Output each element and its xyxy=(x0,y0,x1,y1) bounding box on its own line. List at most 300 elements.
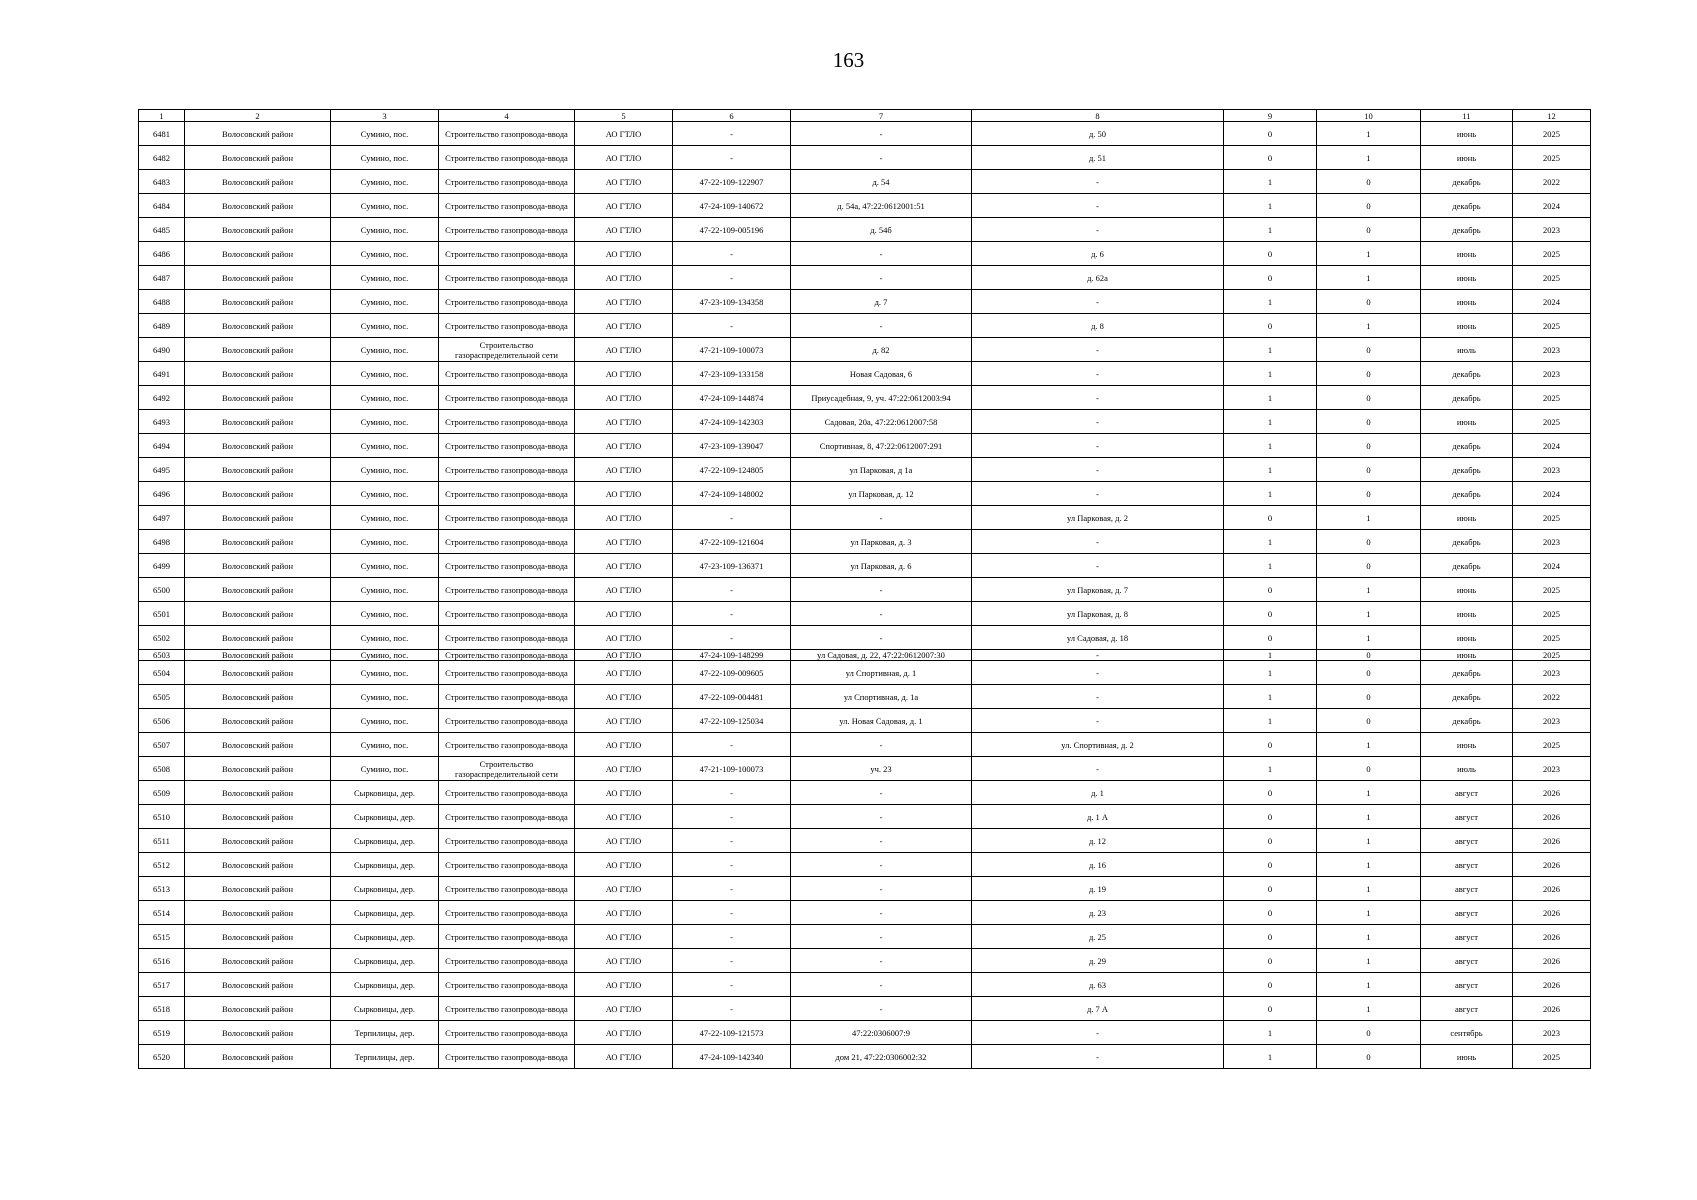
table-cell: д. 19 xyxy=(972,877,1224,901)
table-cell: Волосовский район xyxy=(185,733,331,757)
table-cell: Волосовский район xyxy=(185,506,331,530)
table-cell: август xyxy=(1421,853,1513,877)
table-cell: 6501 xyxy=(139,602,185,626)
table-cell: 0 xyxy=(1224,266,1317,290)
table-cell: 2022 xyxy=(1513,685,1591,709)
table-cell: июнь xyxy=(1421,122,1513,146)
table-cell: Волосовский район xyxy=(185,362,331,386)
table-cell: 6505 xyxy=(139,685,185,709)
table-cell: 6503 xyxy=(139,650,185,661)
table-cell: - xyxy=(673,266,791,290)
table-cell: 0 xyxy=(1317,1045,1421,1069)
table-cell: 47-23-109-139047 xyxy=(673,434,791,458)
table-cell: 47-24-109-144874 xyxy=(673,386,791,410)
table-cell: декабрь xyxy=(1421,218,1513,242)
table-cell: АО ГТЛО xyxy=(575,482,673,506)
table-row xyxy=(139,242,1591,266)
table-cell: - xyxy=(972,530,1224,554)
table-cell: Волосовский район xyxy=(185,122,331,146)
table-cell: уч. 23 xyxy=(791,757,972,781)
table-cell: 2022 xyxy=(1513,170,1591,194)
table-cell: АО ГТЛО xyxy=(575,362,673,386)
table-cell: июнь xyxy=(1421,266,1513,290)
table-cell: АО ГТЛО xyxy=(575,901,673,925)
table-cell: - xyxy=(791,901,972,925)
table-cell: - xyxy=(673,314,791,338)
table-cell: 1 xyxy=(1224,362,1317,386)
table-cell: - xyxy=(791,853,972,877)
table-cell: Волосовский район xyxy=(185,973,331,997)
table-row xyxy=(139,661,1591,685)
table-cell: АО ГТЛО xyxy=(575,709,673,733)
table-cell: - xyxy=(673,781,791,805)
table-cell: Строительство газопровода-ввода xyxy=(439,901,575,925)
table-cell: Волосовский район xyxy=(185,997,331,1021)
table-cell: АО ГТЛО xyxy=(575,434,673,458)
table-cell: - xyxy=(791,578,972,602)
table-cell: 1 xyxy=(1224,218,1317,242)
table-cell: - xyxy=(791,781,972,805)
table-cell: Волосовский район xyxy=(185,194,331,218)
table-cell: 2023 xyxy=(1513,338,1591,362)
table-cell: - xyxy=(791,146,972,170)
table-cell: 1 xyxy=(1224,757,1317,781)
table-cell: июнь xyxy=(1421,314,1513,338)
table-cell: 2026 xyxy=(1513,829,1591,853)
table-cell: 6517 xyxy=(139,973,185,997)
table-cell: 1 xyxy=(1317,997,1421,1021)
table-cell: д. 82 xyxy=(791,338,972,362)
column-header-3: 3 xyxy=(331,110,439,122)
table-cell: 47-24-109-142303 xyxy=(673,410,791,434)
table-cell: 2026 xyxy=(1513,877,1591,901)
table-cell: Сырковицы, дер. xyxy=(331,973,439,997)
table-cell: 6487 xyxy=(139,266,185,290)
table-cell: Сумино, пос. xyxy=(331,650,439,661)
table-cell: декабрь xyxy=(1421,661,1513,685)
table-cell: 6518 xyxy=(139,997,185,1021)
table-row xyxy=(139,877,1591,901)
table-cell: 0 xyxy=(1317,757,1421,781)
table-cell: 6497 xyxy=(139,506,185,530)
table-cell: 2026 xyxy=(1513,781,1591,805)
table-cell: 1 xyxy=(1224,482,1317,506)
table-cell: 47-23-109-136371 xyxy=(673,554,791,578)
table-cell: - xyxy=(791,973,972,997)
table-cell: 6486 xyxy=(139,242,185,266)
table-cell: Строительство газопровода-ввода xyxy=(439,997,575,1021)
table-row xyxy=(139,386,1591,410)
table-cell: - xyxy=(972,1045,1224,1069)
table-cell: АО ГТЛО xyxy=(575,242,673,266)
table-cell: 1 xyxy=(1317,805,1421,829)
table-cell: Волосовский район xyxy=(185,314,331,338)
table-cell: д. 1 xyxy=(972,781,1224,805)
table-row xyxy=(139,997,1591,1021)
table-cell: АО ГТЛО xyxy=(575,122,673,146)
table-cell: ул Парковая, д. 2 xyxy=(972,506,1224,530)
table-cell: - xyxy=(791,266,972,290)
table-cell: Сумино, пос. xyxy=(331,482,439,506)
table-cell: - xyxy=(791,506,972,530)
table-row xyxy=(139,482,1591,506)
table-cell: 0 xyxy=(1224,626,1317,650)
table-row xyxy=(139,925,1591,949)
column-header-8: 8 xyxy=(972,110,1224,122)
table-cell: Строительство газопровода-ввода xyxy=(439,602,575,626)
table-cell: - xyxy=(972,661,1224,685)
table-cell: АО ГТЛО xyxy=(575,685,673,709)
table-cell: 6511 xyxy=(139,829,185,853)
table-cell: Терпилицы, дер. xyxy=(331,1045,439,1069)
table-cell: 47-22-109-121604 xyxy=(673,530,791,554)
table-cell: Строительство газопровода-ввода xyxy=(439,194,575,218)
table-cell: АО ГТЛО xyxy=(575,829,673,853)
table-cell: Приусадебная, 9, уч. 47:22:0612003:94 xyxy=(791,386,972,410)
table-cell: ул. Спортивная, д. 2 xyxy=(972,733,1224,757)
table-cell: 1 xyxy=(1317,853,1421,877)
table-cell: декабрь xyxy=(1421,685,1513,709)
table-cell: август xyxy=(1421,925,1513,949)
table-cell: - xyxy=(673,973,791,997)
table-cell: Сумино, пос. xyxy=(331,314,439,338)
table-cell: Сумино, пос. xyxy=(331,266,439,290)
table-cell: Строительство газопровода-ввода xyxy=(439,122,575,146)
table-cell: Сумино, пос. xyxy=(331,506,439,530)
table-row xyxy=(139,853,1591,877)
table-cell: 0 xyxy=(1224,781,1317,805)
table-cell: 2025 xyxy=(1513,578,1591,602)
table-cell: - xyxy=(791,829,972,853)
table-row xyxy=(139,973,1591,997)
table-cell: - xyxy=(972,290,1224,314)
table-cell: 47-22-109-004481 xyxy=(673,685,791,709)
table-cell: 2024 xyxy=(1513,290,1591,314)
table-cell: август xyxy=(1421,781,1513,805)
table-cell: 6483 xyxy=(139,170,185,194)
table-cell: 0 xyxy=(1224,242,1317,266)
table-cell: декабрь xyxy=(1421,194,1513,218)
table-cell: Сумино, пос. xyxy=(331,733,439,757)
table-cell: 0 xyxy=(1224,733,1317,757)
table-row xyxy=(139,805,1591,829)
table-cell: д. 16 xyxy=(972,853,1224,877)
table-cell: 1 xyxy=(1317,925,1421,949)
table-cell: 0 xyxy=(1224,578,1317,602)
table-cell: 0 xyxy=(1224,949,1317,973)
table-row xyxy=(139,781,1591,805)
table-cell: Сумино, пос. xyxy=(331,122,439,146)
table-row xyxy=(139,170,1591,194)
table-cell: - xyxy=(673,733,791,757)
table-cell: АО ГТЛО xyxy=(575,218,673,242)
column-header-11: 11 xyxy=(1421,110,1513,122)
table-cell: 1 xyxy=(1317,877,1421,901)
table-cell: 6489 xyxy=(139,314,185,338)
table-cell: Волосовский район xyxy=(185,949,331,973)
table-cell: 1 xyxy=(1224,386,1317,410)
table-cell: август xyxy=(1421,805,1513,829)
table-cell: Сырковицы, дер. xyxy=(331,805,439,829)
table-cell: 1 xyxy=(1317,242,1421,266)
table-cell: 6493 xyxy=(139,410,185,434)
table-cell: Сырковицы, дер. xyxy=(331,925,439,949)
table-cell: Волосовский район xyxy=(185,458,331,482)
table-cell: Строительство газораспределительной сети xyxy=(439,757,575,781)
table-cell: Сумино, пос. xyxy=(331,434,439,458)
table-cell: 0 xyxy=(1224,973,1317,997)
table-cell: Строительство газопровода-ввода xyxy=(439,266,575,290)
table-cell: 1 xyxy=(1224,338,1317,362)
table-cell: 6504 xyxy=(139,661,185,685)
table-cell: 0 xyxy=(1317,170,1421,194)
page-number: 163 xyxy=(832,48,865,72)
table-cell: Волосовский район xyxy=(185,709,331,733)
table-cell: 2025 xyxy=(1513,146,1591,170)
table-cell: АО ГТЛО xyxy=(575,877,673,901)
table-cell: АО ГТЛО xyxy=(575,1021,673,1045)
table-cell: 0 xyxy=(1317,386,1421,410)
table-cell: - xyxy=(972,458,1224,482)
table-cell: Строительство газопровода-ввода xyxy=(439,626,575,650)
table-cell: д. 50 xyxy=(972,122,1224,146)
table-cell: Волосовский район xyxy=(185,482,331,506)
table-cell: 1 xyxy=(1224,194,1317,218)
table-cell: 2026 xyxy=(1513,853,1591,877)
table-cell: Садовая, 20а, 47:22:0612007:58 xyxy=(791,410,972,434)
table-cell: д. 29 xyxy=(972,949,1224,973)
table-cell: АО ГТЛО xyxy=(575,266,673,290)
table-cell: Волосовский район xyxy=(185,338,331,362)
table-cell: Строительство газопровода-ввода xyxy=(439,434,575,458)
table-row xyxy=(139,218,1591,242)
table-cell: - xyxy=(972,650,1224,661)
table-cell: 47:22:0306007:9 xyxy=(791,1021,972,1045)
table-cell: 0 xyxy=(1317,338,1421,362)
table-cell: д. 6 xyxy=(972,242,1224,266)
table-cell: 6488 xyxy=(139,290,185,314)
table-cell: д. 62а xyxy=(972,266,1224,290)
table-cell: 0 xyxy=(1224,506,1317,530)
table-row xyxy=(139,146,1591,170)
column-header-4: 4 xyxy=(439,110,575,122)
table-cell: - xyxy=(673,853,791,877)
table-cell: 6500 xyxy=(139,578,185,602)
table-body xyxy=(139,122,1591,1069)
table-cell: - xyxy=(791,805,972,829)
table-cell: 2026 xyxy=(1513,805,1591,829)
table-cell: 2026 xyxy=(1513,949,1591,973)
table-cell: Волосовский район xyxy=(185,170,331,194)
table-cell: Сырковицы, дер. xyxy=(331,781,439,805)
table-cell: Волосовский район xyxy=(185,578,331,602)
table-cell: 1 xyxy=(1317,578,1421,602)
table-cell: ул Парковая, д. 7 xyxy=(972,578,1224,602)
table-cell: Волосовский район xyxy=(185,685,331,709)
table-cell: - xyxy=(673,997,791,1021)
table-cell: 2023 xyxy=(1513,362,1591,386)
column-header-10: 10 xyxy=(1317,110,1421,122)
table-cell: Сумино, пос. xyxy=(331,194,439,218)
table-cell: 6513 xyxy=(139,877,185,901)
table-cell: Строительство газопровода-ввода xyxy=(439,458,575,482)
table-cell: АО ГТЛО xyxy=(575,410,673,434)
table-cell: Сумино, пос. xyxy=(331,338,439,362)
table-cell: Сумино, пос. xyxy=(331,602,439,626)
table-cell: Сумино, пос. xyxy=(331,626,439,650)
table-cell: 6491 xyxy=(139,362,185,386)
table-cell: 47-22-109-009605 xyxy=(673,661,791,685)
table-cell: 2026 xyxy=(1513,997,1591,1021)
table-cell: 2025 xyxy=(1513,122,1591,146)
column-header-5: 5 xyxy=(575,110,673,122)
table-row xyxy=(139,1021,1591,1045)
table-cell: Сумино, пос. xyxy=(331,146,439,170)
table-cell: Строительство газопровода-ввода xyxy=(439,530,575,554)
table-cell: АО ГТЛО xyxy=(575,554,673,578)
table-cell: - xyxy=(972,434,1224,458)
column-header-9: 9 xyxy=(1224,110,1317,122)
table-cell: ул Парковая, д. 3 xyxy=(791,530,972,554)
table-cell: ул Спортивная, д. 1 xyxy=(791,661,972,685)
table-cell: АО ГТЛО xyxy=(575,781,673,805)
register-table xyxy=(138,109,1591,1069)
table-cell: Волосовский район xyxy=(185,434,331,458)
table-cell: 6498 xyxy=(139,530,185,554)
table-cell: сентябрь xyxy=(1421,1021,1513,1045)
table-cell: 2025 xyxy=(1513,386,1591,410)
table-row xyxy=(139,757,1591,781)
table-row xyxy=(139,554,1591,578)
table-cell: 47-21-109-100073 xyxy=(673,757,791,781)
table-cell: АО ГТЛО xyxy=(575,973,673,997)
table-cell: 2026 xyxy=(1513,901,1591,925)
table-cell: 2025 xyxy=(1513,314,1591,338)
table-cell: - xyxy=(673,949,791,973)
table-cell: Волосовский район xyxy=(185,410,331,434)
table-cell: декабрь xyxy=(1421,709,1513,733)
table-cell: 1 xyxy=(1224,290,1317,314)
table-cell: Сырковицы, дер. xyxy=(331,829,439,853)
table-cell: декабрь xyxy=(1421,170,1513,194)
table-cell: 1 xyxy=(1224,554,1317,578)
table-cell: 2024 xyxy=(1513,194,1591,218)
table-cell: 2023 xyxy=(1513,530,1591,554)
table-cell: 1 xyxy=(1317,949,1421,973)
table-cell: - xyxy=(791,925,972,949)
table-cell: 2023 xyxy=(1513,1021,1591,1045)
table-cell: 0 xyxy=(1224,925,1317,949)
table-cell: 2023 xyxy=(1513,218,1591,242)
table-cell: 2025 xyxy=(1513,650,1591,661)
table-cell: Строительство газопровода-ввода xyxy=(439,805,575,829)
column-header-12: 12 xyxy=(1513,110,1591,122)
table-cell: Волосовский район xyxy=(185,805,331,829)
table-row xyxy=(139,901,1591,925)
table-row xyxy=(139,290,1591,314)
table-cell: 2024 xyxy=(1513,434,1591,458)
table-cell: 6510 xyxy=(139,805,185,829)
table-cell: Новая Садовая, 6 xyxy=(791,362,972,386)
table-cell: 1 xyxy=(1317,973,1421,997)
table-cell: Сумино, пос. xyxy=(331,530,439,554)
table-cell: - xyxy=(673,901,791,925)
table-cell: 0 xyxy=(1317,530,1421,554)
table-cell: АО ГТЛО xyxy=(575,853,673,877)
table-cell: - xyxy=(791,314,972,338)
table-cell: Волосовский район xyxy=(185,829,331,853)
table-cell: 0 xyxy=(1317,194,1421,218)
table-cell: 0 xyxy=(1224,877,1317,901)
table-cell: - xyxy=(972,482,1224,506)
table-cell: 1 xyxy=(1317,781,1421,805)
table-cell: дом 21, 47:22:0306002:32 xyxy=(791,1045,972,1069)
table-row xyxy=(139,458,1591,482)
table-row xyxy=(139,578,1591,602)
table-cell: АО ГТЛО xyxy=(575,146,673,170)
table-cell: 1 xyxy=(1317,901,1421,925)
table-cell: 47-24-109-142340 xyxy=(673,1045,791,1069)
table-cell: 47-24-109-148299 xyxy=(673,650,791,661)
table-cell: 2023 xyxy=(1513,709,1591,733)
table-cell: 0 xyxy=(1317,661,1421,685)
table-cell: 1 xyxy=(1317,266,1421,290)
table-cell: д. 54б xyxy=(791,218,972,242)
table-cell: Сумино, пос. xyxy=(331,661,439,685)
table-cell: АО ГТЛО xyxy=(575,661,673,685)
table-cell: ул. Новая Садовая, д. 1 xyxy=(791,709,972,733)
table-row xyxy=(139,949,1591,973)
table-cell: Волосовский район xyxy=(185,781,331,805)
table-cell: 6515 xyxy=(139,925,185,949)
table-cell: 2024 xyxy=(1513,554,1591,578)
table-cell: АО ГТЛО xyxy=(575,925,673,949)
table-cell: 2023 xyxy=(1513,757,1591,781)
table-cell: ул Парковая, д 1а xyxy=(791,458,972,482)
table-cell: июнь xyxy=(1421,146,1513,170)
table-cell: Волосовский район xyxy=(185,554,331,578)
table-cell: Строительство газопровода-ввода xyxy=(439,506,575,530)
table-cell: Сумино, пос. xyxy=(331,290,439,314)
table-cell: Волосовский район xyxy=(185,386,331,410)
table-cell: 0 xyxy=(1317,685,1421,709)
table-cell: декабрь xyxy=(1421,434,1513,458)
table-cell: 2025 xyxy=(1513,410,1591,434)
table-cell: 2023 xyxy=(1513,458,1591,482)
table-cell: Волосовский район xyxy=(185,242,331,266)
table-cell: Сумино, пос. xyxy=(331,757,439,781)
table-row xyxy=(139,829,1591,853)
table-cell: Спортивная, 8, 47:22:0612007:291 xyxy=(791,434,972,458)
table-cell: Строительство газопровода-ввода xyxy=(439,410,575,434)
table-row xyxy=(139,709,1591,733)
table-cell: АО ГТЛО xyxy=(575,578,673,602)
table-cell: 1 xyxy=(1224,410,1317,434)
table-cell: Строительство газопровода-ввода xyxy=(439,709,575,733)
table-cell: 0 xyxy=(1224,853,1317,877)
table-row xyxy=(139,314,1591,338)
table-cell: 0 xyxy=(1224,314,1317,338)
table-cell: Волосовский район xyxy=(185,650,331,661)
table-cell: Волосовский район xyxy=(185,626,331,650)
table-cell: Сумино, пос. xyxy=(331,362,439,386)
table-row xyxy=(139,733,1591,757)
table-cell: - xyxy=(673,578,791,602)
table-row xyxy=(139,685,1591,709)
table-cell: Волосовский район xyxy=(185,1021,331,1045)
table-cell: - xyxy=(673,602,791,626)
table-cell: июнь xyxy=(1421,578,1513,602)
